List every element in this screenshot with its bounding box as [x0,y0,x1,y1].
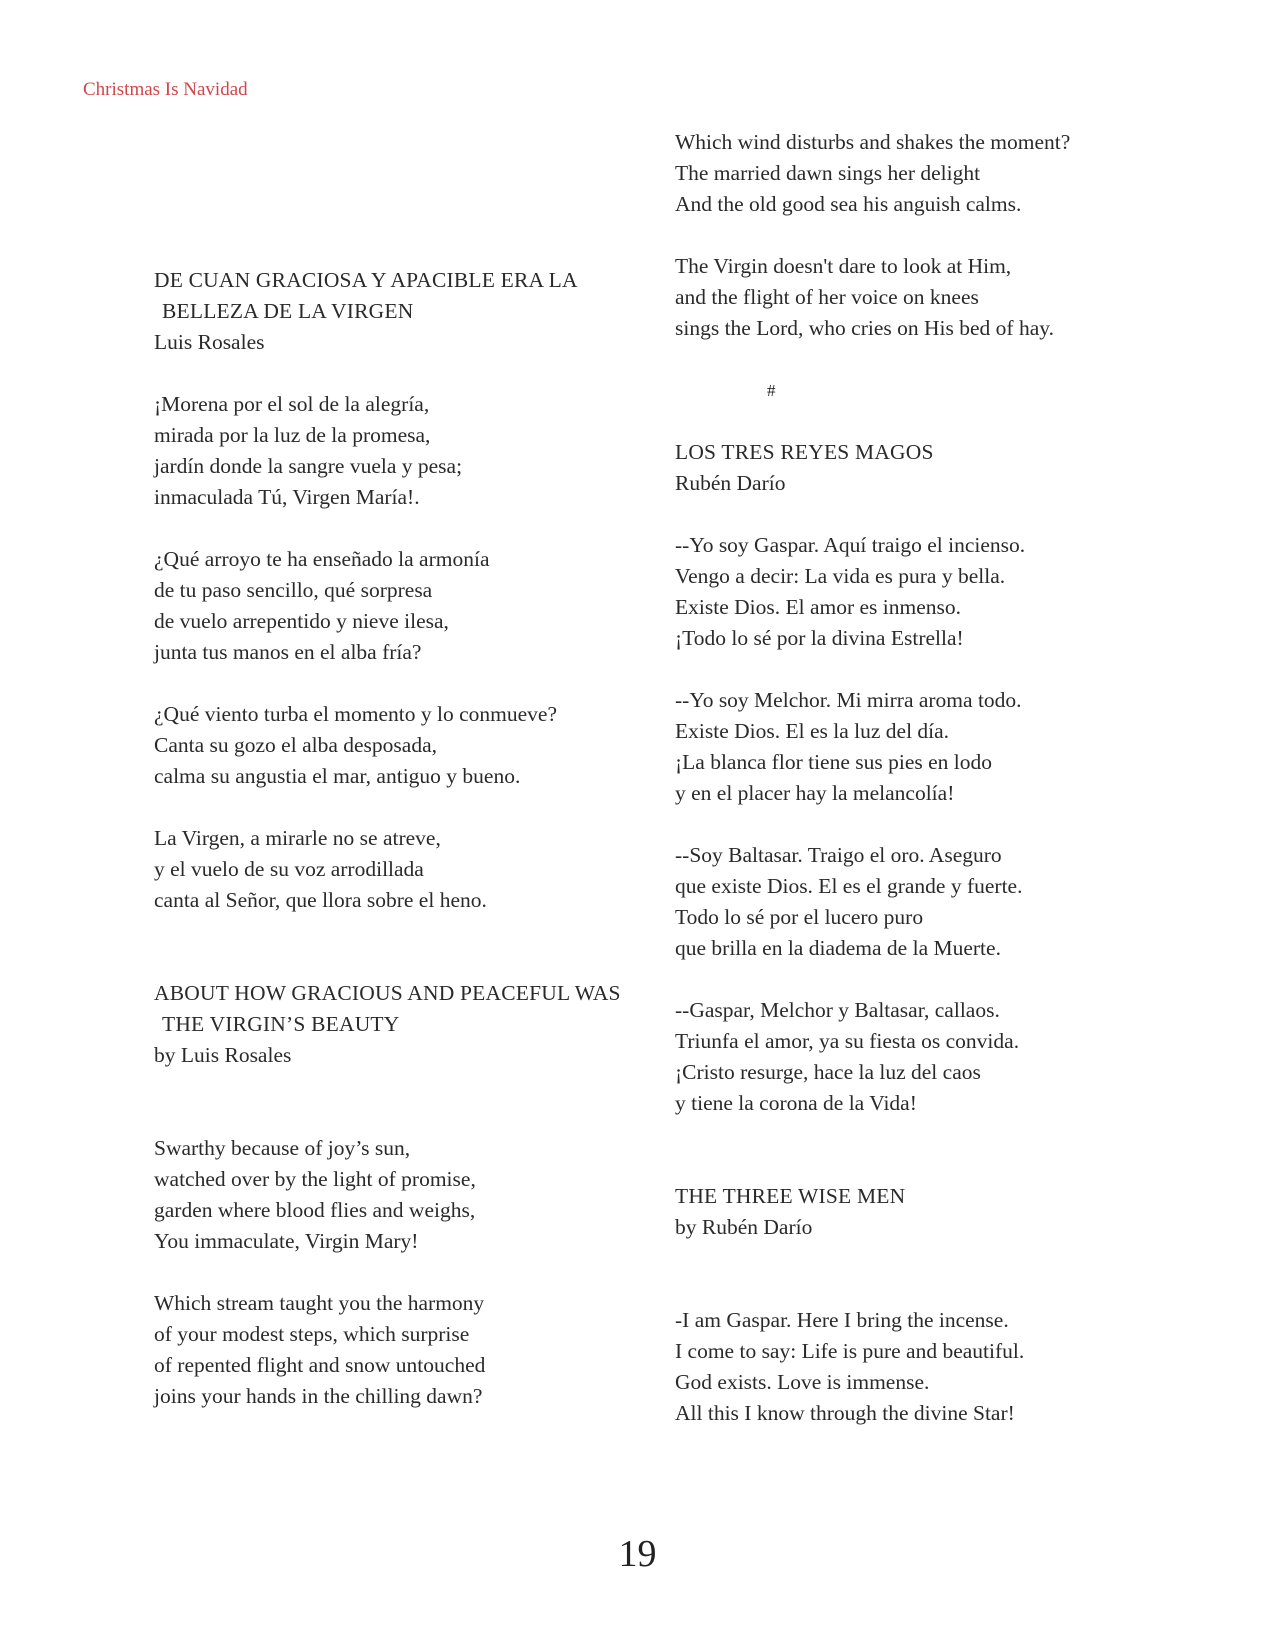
verse-line: calma su angustia el mar, antiguo y bueno. [154,764,521,788]
poem-author: Rubén Darío [675,471,786,495]
verse-line: ¡Cristo resurge, hace la luz del caos [675,1060,981,1084]
poem-title-line: ABOUT HOW GRACIOUS AND PEACEFUL WAS [154,981,621,1005]
verse-line: y el vuelo de su voz arrodillada [154,857,424,881]
poem-spanish-rosales [154,265,654,916]
left-column [154,265,654,1412]
verse-line: Existe Dios. El amor es inmenso. [675,595,962,619]
verse-line: canta al Señor, que llora sobre el heno. [154,888,487,912]
poem-title: LOS TRES REYES MAGOS [675,440,934,464]
poem-title-line: THE VIRGIN’S BEAUTY [162,1012,400,1036]
poem-spanish-dario [675,437,1195,1119]
verse-line: --Gaspar, Melchor y Baltasar, callaos. [675,998,1000,1022]
verse-line: I come to say: Life is pure and beautiful. [675,1339,1025,1363]
verse-line: ¿Qué viento turba el momento y lo conmueve? [154,702,557,726]
poem-english-rosales-continued [675,127,1195,344]
verse-line: God exists. Love is immense. [675,1370,930,1394]
verse-line: mirada por la luz de la promesa, [154,423,431,447]
verse-line: jardín donde la sangre vuela y pesa; [154,454,463,478]
verse-line: que existe Dios. El es el grande y fuerte. [675,874,1023,898]
verse-line: --Yo soy Gaspar. Aquí traigo el incienso. [675,533,1026,557]
verse-line: The Virgin doesn't dare to look at Him, [675,254,1012,278]
verse-line: Todo lo sé por el lucero puro [675,905,924,929]
right-column [675,127,1195,1429]
verse-line: y tiene la corona de la Vida! [675,1091,917,1115]
verse-line: garden where blood flies and weighs, [154,1198,476,1222]
verse-line: de vuelo arrepentido y nieve ilesa, [154,609,449,633]
verse-line: of your modest steps, which surprise [154,1322,470,1346]
verse-line: -I am Gaspar. Here I bring the incense. [675,1308,1009,1332]
verse-line: La Virgen, a mirarle no se atreve, [154,826,441,850]
verse-line: The married dawn sings her delight [675,161,981,185]
verse-line: inmaculada Tú, Virgen María!. [154,485,420,509]
verse-line: junta tus manos en el alba fría? [154,640,422,664]
poem-author: by Luis Rosales [154,1043,292,1067]
verse-line: You immaculate, Virgin Mary! [154,1229,419,1253]
verse-line: And the old good sea his anguish calms. [675,192,1022,216]
poem-title-line: DE CUAN GRACIOSA Y APACIBLE ERA LA [154,268,578,292]
verse-line: of repented flight and snow untouched [154,1353,486,1377]
verse-line: de tu paso sencillo, qué sorpresa [154,578,433,602]
verse-line: --Soy Baltasar. Traigo el oro. Aseguro [675,843,1002,867]
poem-title: THE THREE WISE MEN [675,1184,906,1208]
verse-line: --Yo soy Melchor. Mi mirra aroma todo. [675,688,1022,712]
running-title: Christmas Is Navidad [83,79,248,100]
verse-line: ¡Todo lo sé por la divina Estrella! [675,626,964,650]
verse-line: Swarthy because of joy’s sun, [154,1136,411,1160]
verse-line: y en el placer hay la melancolía! [675,781,955,805]
verse-line: Vengo a decir: La vida es pura y bella. [675,564,1006,588]
verse-line: All this I know through the divine Star! [675,1401,1015,1425]
verse-line: ¡Morena por el sol de la alegría, [154,392,430,416]
poem-author: by Rubén Darío [675,1215,813,1239]
poem-title-line: BELLEZA DE LA VIRGEN [162,299,414,323]
poem-english-rosales [154,978,654,1412]
verse-line: Which wind disturbs and shakes the moment? [675,130,1071,154]
verse-line: ¡La blanca flor tiene sus pies en lodo [675,750,993,774]
poem-english-dario [675,1181,1195,1429]
verse-line: Existe Dios. El es la luz del día. [675,719,950,743]
verse-line: Which stream taught you the harmony [154,1291,485,1315]
verse-line: joins your hands in the chilling dawn? [154,1384,483,1408]
verse-line: watched over by the light of promise, [154,1167,476,1191]
verse-line: sings the Lord, who cries on His bed of hay. [675,316,1054,340]
verse-line: que brilla en la diadema de la Muerte. [675,936,1001,960]
page-number: 19 [618,1533,657,1575]
verse-line: Canta su gozo el alba desposada, [154,733,437,757]
verse-line: and the flight of her voice on knees [675,285,979,309]
verse-line: ¿Qué arroyo te ha enseñado la armonía [154,547,490,571]
section-separator: # [767,381,776,400]
poem-author: Luis Rosales [154,330,265,354]
verse-line: Triunfa el amor, ya su fiesta os convida. [675,1029,1020,1053]
